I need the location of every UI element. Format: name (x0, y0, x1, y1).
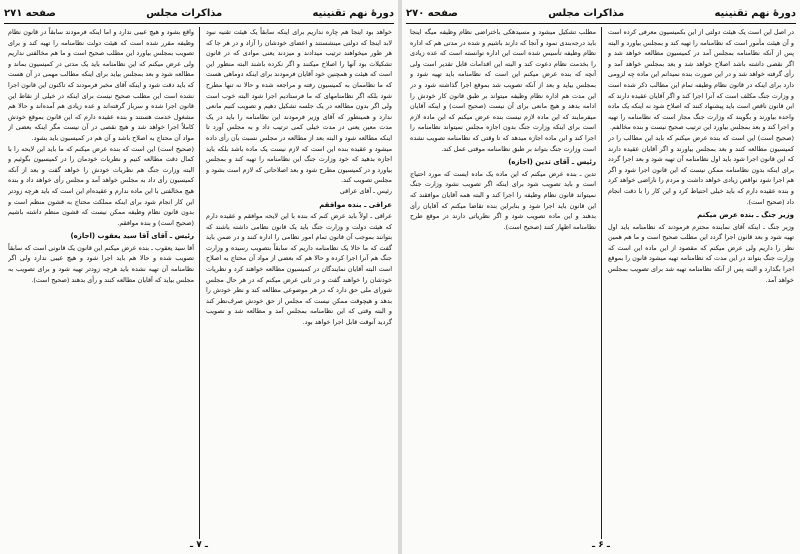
paragraph: رئیس ـ آقای عراقی (339, 186, 392, 195)
left-page-number: صفحه ۲۷۱ (4, 7, 56, 19)
paragraph: خواهد بود اینجا هم چاره نداریم برای اینکه سابقاً یک هیئت تقنیه نبود لابد اینجا که دولتی مینشستند و اعضای خودشان را آزاد و در هر جا که هر طور میخواهند ترتیب میدادند و میزدند یعنی موادی که در قانون تشکیلات بود آنها را اصلاح میکنند و اگر نکرده باشند البته منظور این است که هیئت و همچنین خود آقایان فرمودند برای اینکه دوماهی هست که ما نظاممان به کمیسیون رفته و مراجعه شده و حالا نه تنها مطرح شود بلکه اگر نظامنامهای که ما فرستادیم اجرا شود البته خوب است ولی اگر بدون مطالعه در یک جلسه تشکیل دهیم و تصویب کنیم مانعی ندارد و همینطور که آقای وزیر فرمودند این نظامنامه را باید در یک مدت معین یعنی در مدت خیلی کمی ترتیب داد و به مجلس آورد تا اینکه مطالعه شود و البته بعد از مطالعه در مجلس نسبت بآن رأی داده میشود و عقیده بنده این است که لازم نیست یک ماده باشد بلکه باید اجازه بدهید که خود وزارت جنگ این نظامنامه را تهیه کند و بمجلس بیاورد و در کمیسیون مطرح شود و بعد اصلاحاتی که لازم است بشود و مجلس تصویب کند. (206, 28, 392, 185)
column-divider (199, 27, 200, 539)
paragraph: تدین ـ بنده عرض میکنم که این ماده یک ماده ایست که مورد احتیاج است و باید تصویب شود برای اینکه اگر تصویب نشود وزارت جنگ نمیتواند قانون نظام وظیفه را اجرا کند و البته همه آقایان موافقند که این قانون باید اجرا شود و بنابراین بنده تقاضا میکنم که آقایان رأی بدهند و این ماده تصویب شود و اگر نظریاتی دارند در موقع طرح نظامنامه اظهار کنند (صحیح است). (410, 169, 596, 231)
paragraph: عراقی ـ اولاً باید عرض کنم که بنده با این لایحه موافقم و عقیده دارم که هیئت دولت و وزارت جنگ باید یک قانون نظامی داشته باشند که بتوانند بموجب آن قانون تمام امور نظامی را اداره کنند و در ضمن باید گفت که ما حالا یک نظامنامه داریم که سابقاً بتصویب رسیده و وزارت جنگ هم آنرا اجرا کرده و حالا هم که بعضی از مواد آن محتاج به اصلاح است البته آقایان نمایندگان در کمیسیون مطالعه خواهند کرد و نظریات خودشان را خواهند گفت و در ثانی عرض میکنم که در هر حال مجلس شورای ملی حق دارد که در هر موضوعی مطالعه کند و نظر خودش را بدهد و هیچوقت ممکن نیست که مجلس از حق خودش صرف‌نظر کند و البته وقتی که این نظامنامه بمجلس آمد و مطالعه شد و تصویب گردید آنوقت قابل اجرا خواهد بود. (206, 212, 392, 327)
left-page (0, 0, 398, 554)
paragraph: وزیر جنگ ـ اینکه آقای نماینده محترم فرمودند که نظامنامه باید اول تهیه شود و بعد قانون اجرا گردد این مطلب صحیح است و ما هم همین نظر را داریم ولی عرض میکنم که مقصود از این ماده این است که وزارت جنگ بتواند در این مدت که نظامنامه تهیه میشود قانون را بموقع اجرا بگذارد و البته پس از آنکه نظامنامه تهیه شد برای تصویب بمجلس خواهد آمد. (608, 222, 794, 284)
right-page-journal-title: دورهٔ نهم تقنینیه (714, 7, 796, 19)
right-page-right-column (608, 27, 794, 539)
paragraph: واقع بشود و هیچ عیبی ندارد و اما اینکه فرمودند سابقاً در قانون نظام وظیفه مقرر شده است که هیئت دولت نظامنامه را تهیه کند و برای تصویب بمجلس بیاورد این مطلب صحیح است و ما هم مخالفتی نداریم ولی عرض میکنم که این نظامنامه باید یک مدتی در کمیسیون بماند و مطالعه شود و بعد بمجلس بیاید برای اینکه مطالب مهمی در آن هست که باید دقت شود و اینکه آقای مخبر فرمودند که تاکنون این قانون اجرا نشده است این مطلب صحیح نیست برای اینکه در خیلی از نقاط این قانون اجرا شده و سرباز گرفته‌اند و عده زیادی هم آمده‌اند و حالا هم مشغول خدمت هستند و بنده عقیده دارم که این قانون بموقع خودش کاملاً اجرا خواهد شد و هیچ نقصی در آن نیست مگر اینکه بعضی از مواد آن محتاج به اصلاح باشد و آن هم در کمیسیون باید بشود. (8, 28, 194, 142)
left-page-right-column (206, 27, 392, 539)
speaker-heading: وزیر جنگ ـ بنده عرض میکنم (697, 211, 794, 220)
right-page-footer: ـ ۶ ـ (592, 540, 610, 550)
left-page-running-title: مذاکرات مجلس (146, 7, 223, 19)
right-page-header (406, 4, 796, 22)
paragraph: در اصل این است یک هیئت دولتی از این بکمیسیون معرفی کرده است و آن هیئت مأمور است که نظامنامه را تهیه کند و بمجلس بیاورد و البته پس از آنکه نظامنامه بمجلس آمد در کمیسیون مطالعه خواهد شد و اگر نقصی داشته باشد اصلاح خواهد شد و بعد بمجلس خواهد آمد و رأی گرفته خواهد شد و در این صورت بنده نمیدانم این ماده چه لزومی دارد برای اینکه در قانون نظام وظیفه تمام این مطالب ذکر شده است و وزارت جنگ مکلف است که آنرا اجرا کند و اگر آقایان عقیده دارند که این قانون ناقص است باید پیشنهاد کنند که اصلاح شود نه اینکه یک ماده واحده بیاورند و بگویند که وزارت جنگ مجاز است که نظامنامه را تهیه و اجرا کند و بعد بمجلس بیاورد این ترتیب صحیح نیست و بنده مخالفم. (608, 28, 794, 132)
right-page-running-title: مذاکرات مجلس (548, 7, 625, 19)
left-page-footer: ـ ۷ ـ (190, 540, 208, 550)
left-page-left-column (8, 27, 194, 539)
right-page-header-rule (406, 23, 796, 24)
paragraph: آقا سید یعقوب ـ بنده عرض میکنم این قانون یک قانونی است که سابقاً تصویب شده و حالا هم باید اجرا شود و هیچ عیبی ندارد ولی اگر نظامنامه آن تهیه نشده باید هرچه زودتر تهیه شود و برای تصویب به مجلس بیاید که آقایان مطالعه کنند و رأی بدهند (صحیح است). (8, 243, 194, 284)
speaker-heading: رئیس ـ آقای تدین (اجازه) (508, 158, 596, 167)
right-page (402, 0, 800, 554)
paragraph: (صحیح است) این است که بنده عرض میکنم که باید این مطالب را در کمیسیون مطالعه کنند و بعد بمجلس بیاورند و اگر آقایان عقیده دارند که این قانون اجرا شود باید اول نظامنامه آن تهیه شود و بعد اجرا گردد برای اینکه بدون نظامنامه ممکن نیست که این قانون اجرا شود و اگر هم اجرا شود نواقص زیادی خواهد داشت و مردم را ناراضی خواهد کرد و بنده عقیده دارم که باید خیلی احتیاط کرد و این کار را با دقت انجام داد (صحیح است). (608, 133, 794, 206)
left-page-header-rule (4, 23, 394, 24)
speaker-heading: عراقی ـ بنده موافقم (319, 200, 392, 209)
left-page-journal-title: دورهٔ نهم تقنینیه (312, 7, 394, 19)
right-page-left-column (410, 27, 596, 539)
left-page-header (4, 4, 394, 22)
paragraph: (صحیح است) این است که بنده عرض میکنم که ما باید این لایحه را با کمال دقت مطالعه کنیم و نظریات خودمان را در کمیسیون بگوئیم و البته وزارت جنگ هم نظریات خودش را خواهد گفت و بعد از آنکه کمیسیون رأی داد به مجلس خواهد آمد و مجلس رأی خواهد داد و بنده هیچ مخالفتی با این ماده ندارم و عقیده‌ام این است که باید هرچه زودتر این کار انجام شود برای اینکه مملکت محتاج به قشون منظم است و بدون قانون نظام وظیفه ممکن نیست که قشون منظم داشته باشیم (صحیح است) و بنده موافقم. (8, 144, 194, 227)
speaker-heading: رئیس ـ آقای آقا سید یعقوب (اجازه) (70, 232, 194, 241)
paragraph: مطلب تشکیل میشود و مسیدهکی باختراضی نظام وظیفه میگه اینجا باید درجه‌بندی نمود و آنجا که دارند باشیم و شده در مدتی هم که اداره نظام وظیفه تأسیس شده است این اداره توانسته است که عده زیادی را بخدمت نظام دعوت کند و البته این اقدامات قابل تقدیر است ولی آنچه که بنده عرض میکنم این است که نظامنامه باید تهیه شود و بمجلس بیاید و بعد از آنکه تصویب شد بموقع اجرا گذاشته شود و در این مدت هم اداره نظام وظیفه میتواند بر طبق قانون کار خودش را ادامه بدهد و هیچ مانعی برای آن نیست (صحیح است) و اینکه آقایان میفرمایند که این ماده لازم نیست بنده عرض میکنم که این ماده لازم است برای اینکه وزارت جنگ بدون اجازه مجلس نمیتواند نظامنامه را اجرا کند و این ماده اجازه میدهد که تا وقتی که نظامنامه تصویب نشده است وزارت جنگ بتواند بر طبق نظامنامه موقتی عمل کند. (410, 28, 596, 153)
column-divider (601, 27, 602, 539)
right-page-number: صفحه ۲۷۰ (406, 7, 458, 19)
